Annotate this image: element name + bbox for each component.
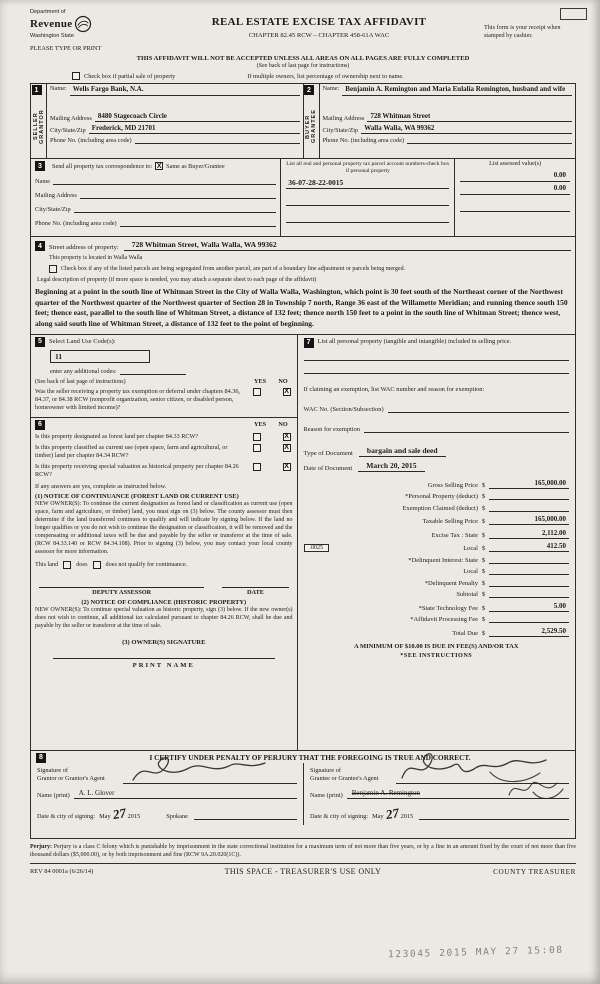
buyer-csz-label: City/State/Zip [322, 127, 359, 134]
yes-column-header: YES [254, 377, 267, 385]
grantee-name-print-label: Name (print) [310, 791, 343, 799]
perjury-paragraph [30, 843, 576, 860]
notice-compliance-body: NEW OWNER(S): To continue special valuation as historic property, sign (3) below. If the new owner(s) does not wish to continue, all additional tax calculated pursuant to chapter 84.26 RCW, shall be due and payable by the seller or transferor at the time of sale. [35, 606, 293, 629]
excise-tax-state-field[interactable]: 2,112.00 [489, 529, 569, 539]
please-type-label: PLEASE TYPE OR PRINT [30, 45, 102, 52]
deputy-date-line[interactable] [222, 580, 288, 588]
cashier-stamp-box [560, 8, 587, 20]
this-land-label: This land [35, 561, 59, 569]
grantor-name-field[interactable]: A. L. Glover [74, 789, 297, 799]
correspondence-section [30, 159, 576, 237]
if-yes-note: If any answers are yes, complete as instructed below. [35, 483, 167, 491]
seller-mailing-label: Mailing Address [50, 115, 92, 122]
corr-mailing-field[interactable] [80, 191, 276, 199]
grantor-handwritten-day: 27 [111, 804, 127, 822]
date-label: DATE [246, 588, 264, 596]
seller-name-field[interactable]: Wells Fargo Bank, N.A. [70, 85, 300, 96]
fin-row: Taxable Selling Price $ 165,000.00 [304, 515, 569, 525]
header-center [180, 9, 458, 39]
grantee-name-field[interactable]: Benjamin A. Remington [347, 789, 569, 799]
historic-no-checkbox[interactable]: X [284, 463, 289, 471]
section-3-number: 3 [35, 161, 45, 171]
section-1-number: 1 [32, 85, 42, 95]
grantee-name-correction-scribble [505, 777, 567, 803]
no-column-header: NO [278, 377, 288, 385]
street-address-field[interactable]: 728 Whitman Street, Walla Walla, WA 99362 [124, 240, 285, 251]
assessed-blank-line[interactable] [460, 201, 570, 212]
fin-row: *Personal Property (deduct) $ [304, 492, 569, 500]
dept-of-label: Department of [30, 9, 66, 15]
fin-row: Subtotal $ [304, 590, 569, 598]
reason-label: Reason for exemption [303, 425, 360, 433]
same-as-buyer-label: Same as Buyer/Grantee [166, 162, 225, 170]
buyer-mailing-field[interactable]: 728 Whitman Street [367, 112, 572, 122]
fin-row: *Delinquent Interest: State $ [304, 556, 569, 564]
section-6-number: 6 [35, 420, 45, 430]
personal-property-deduct-field[interactable] [489, 492, 569, 500]
land-use-section [31, 335, 297, 418]
affidavit-processing-fee-field[interactable] [489, 615, 569, 623]
forest-no-checkbox[interactable]: X [284, 433, 289, 441]
grantor-signature [127, 754, 277, 786]
grantor-agent-label: Grantor or Grantor's Agent [37, 775, 105, 783]
historic-question: Is this property receiving special valuation as historical property per chapter 84.26 RCW? [35, 462, 239, 478]
section-5-number: 5 [35, 337, 45, 347]
middle-two-columns [30, 335, 576, 751]
print-name-label: PRINT NAME [132, 661, 195, 669]
fin-row: *State Technology Fee $ 5.00 [304, 602, 569, 612]
buyer-box [304, 83, 577, 159]
designation-section [31, 418, 297, 750]
current-use-question: Is this property classified as current use (open space, farm and agricultural, or timber) land per chapter 84.34 RCW? [35, 443, 228, 459]
property-section [30, 237, 576, 335]
delinquent-penalty-field[interactable] [489, 579, 569, 587]
parcel-blank-line[interactable] [286, 212, 449, 223]
date-of-document-field[interactable]: March 20, 2015 [358, 461, 424, 472]
seller-csz-field[interactable]: Frederick, MD 21701 [89, 124, 300, 134]
historic-yes-checkbox[interactable] [253, 463, 261, 471]
street-address-label: Street address of property: [49, 244, 119, 251]
perjury-body: Perjury is a class C felony which is punishable by imprisonment in the state correctional institution for a maximum term of not more than five years, or by a fine in an amount fixed by the court of not more than five thousand dollars ($5,000.00), or by both imprisonment and fine (RCW 9A.20.020(1C)). [30, 843, 577, 858]
section-7-number: 7 [304, 338, 314, 348]
assessed-header: List assessed value(s) [489, 161, 542, 167]
state-technology-fee-field[interactable]: 5.00 [489, 602, 569, 612]
corr-phone-field[interactable] [120, 219, 277, 227]
grantee-date-year: 2015 [400, 812, 414, 820]
buyer-mailing-label: Mailing Address [322, 115, 365, 122]
personal-property-blank-line[interactable] [304, 361, 569, 374]
grantor-date-city-label: Date & city of signing: [37, 812, 96, 820]
deputy-assessor-signature-line[interactable] [39, 580, 204, 588]
fin-row: .0025 Local $ 412.50 [304, 542, 569, 552]
seller-phone-label: Phone No. (including area code) [50, 137, 132, 144]
header-left [30, 9, 180, 52]
right-column [298, 335, 575, 750]
footer-row [30, 863, 576, 876]
wac-number-field[interactable] [388, 405, 569, 413]
type-of-document-label: Type of Document [303, 449, 353, 457]
county-treasurer-label: COUNTY TREASURER [493, 867, 576, 876]
does-not-checkbox[interactable] [93, 561, 101, 569]
delinquent-interest-state-field[interactable] [489, 556, 569, 564]
grantor-city-value: Spokane [166, 812, 188, 820]
grantor-signature-block [31, 763, 303, 825]
fin-row: *Delinquent Penalty $ [304, 579, 569, 587]
see-back-note: (See back of last page for instructions) [256, 63, 350, 69]
located-line: This property is located in Walla Walla [49, 255, 143, 261]
land-use-code-field[interactable]: 11 [50, 350, 150, 363]
buyer-phone-field[interactable] [407, 136, 572, 144]
certification-section [30, 751, 576, 839]
partial-sale-checkbox[interactable] [72, 72, 80, 80]
send-correspondence-label: Send all property tax correspondence to: [52, 162, 153, 170]
buyer-side [304, 84, 320, 158]
fin-row: Total Due $ 2,529.50 [304, 627, 569, 637]
excise-tax-local-field[interactable]: 412.50 [489, 542, 569, 552]
local-rate-box: .0025 [304, 544, 330, 552]
treasurer-space-label: THIS SPACE - TREASURER'S USE ONLY [224, 867, 382, 877]
form-header [30, 9, 576, 52]
partial-sale-label: Check box if partial sale of property [84, 72, 176, 80]
seller-phone-field[interactable] [135, 136, 300, 144]
deferral-question: Was the seller receiving a property tax exemption or deferral under chapters 84.36, 84.37, or 84.38 RCW (nonprofit organization, senior citizen, or disabled person, homeowner with limited income)? [35, 387, 240, 411]
grantor-name-print-label: Name (print) [37, 791, 70, 799]
assessed-value-2[interactable]: 0.00 [460, 184, 570, 195]
buyer-grantee-vertical-label: BUYER GRANTEE [305, 109, 317, 144]
warning-line: THIS AFFIDAVIT WILL NOT BE ACCEPTED UNLESS ALL AREAS ON ALL PAGES ARE FULLY COMPLETED [136, 55, 470, 62]
see-instructions-note: *SEE INSTRUCTIONS [400, 651, 473, 659]
current-use-no-checkbox[interactable]: X [284, 444, 289, 452]
owners-signature-line[interactable] [53, 648, 275, 659]
certify-statement: I CERTIFY UNDER PENALTY OF PERJURY THAT THE FOREGOING IS TRUE AND CORRECT. [149, 753, 471, 763]
owners-signature-title: (3) OWNER(S) SIGNATURE [122, 638, 206, 646]
section-2-number: 2 [304, 85, 314, 95]
fin-row: Exemption Claimed (deduct) $ [304, 504, 569, 512]
see-back-instructions: (See back of last page of instructions) [35, 378, 126, 385]
deferral-no-checkbox[interactable]: X [284, 388, 289, 396]
seller-side [31, 84, 47, 158]
personal-property-label: List all personal property (tangible and intangible) included in selling price. [317, 337, 512, 345]
minimum-due-note: A MINIMUM OF $10.00 IS DUE IN FEE(S) AND/OR TAX [353, 642, 519, 650]
forest-land-question: Is this property designated as forest land per chapter 84.33 RCW? [35, 432, 199, 440]
deputy-assessor-lines [35, 580, 293, 588]
reason-field[interactable] [364, 425, 569, 433]
corr-phone-label: Phone No. (including area code) [35, 220, 117, 227]
does-checkbox[interactable] [63, 561, 71, 569]
assessed-value-1[interactable]: 0.00 [460, 171, 570, 182]
personal-property-blank-line[interactable] [304, 348, 569, 361]
seller-box [30, 83, 304, 159]
grantor-date-month: May [99, 812, 111, 820]
notice-continuance-body: NEW OWNER(S): To continue the current designation as forest land or classification as current use (open space, farm and agriculture, or timber) land, you must sign on (3) below. The county assessor must then determine if the land transferred continues to qualify and will indicate by signing below. If the land no longer qualifies or you do not wish to continue the designation or classification, it will be removed and the compensating or additional taxes will be due and payable by the seller or transferor at the time of sale. (RCW 84.33.140 or RCW 84.34.108). Prior to signing (3) below, you may contact your local county assessor for more information. [35, 501, 293, 555]
grantee-date-month: May [372, 812, 384, 820]
additional-codes-field[interactable] [120, 367, 186, 375]
grantor-signature-line[interactable] [123, 770, 297, 784]
does-label: does [76, 561, 88, 569]
parcel-blank-line[interactable] [286, 195, 449, 206]
grantee-handwritten-day: 27 [384, 804, 400, 822]
form-revision-number: REV 84 0001a (6/26/14) [30, 868, 94, 876]
section-8-number: 8 [36, 753, 46, 763]
buyer-csz-field[interactable]: Walla Walla, WA 99362 [361, 124, 572, 134]
deputy-assessor-label: DEPUTY ASSESSOR [92, 588, 152, 596]
revenue-wordmark: Revenue [30, 18, 73, 30]
delinquent-interest-local-field[interactable] [489, 567, 569, 575]
forest-yes-checkbox[interactable] [253, 433, 261, 441]
segregated-checkbox[interactable] [49, 265, 57, 273]
segregated-label: Check box if any of the listed parcels are being segregated from another parcel, are part of a boundary line adjustment or parcels being merged. [61, 266, 406, 272]
corr-csz-label: City/State/Zip [35, 206, 71, 213]
perjury-title: Perjury: [30, 843, 52, 850]
yes-column-header: YES [254, 421, 267, 429]
type-of-document-field[interactable]: bargain and sale deed [359, 446, 446, 457]
subtotal-field[interactable] [489, 590, 569, 598]
dor-logo [30, 9, 180, 39]
deferral-yes-checkbox[interactable] [253, 388, 261, 396]
total-due-field[interactable]: 2,529.50 [489, 627, 569, 637]
corr-name-field[interactable] [53, 177, 276, 185]
multiple-owners-note: If multiple owners, list percentage of ownership next to name. [247, 72, 404, 80]
land-use-label: Select Land Use Code(s): [49, 338, 116, 346]
no-column-header: NO [278, 421, 288, 429]
current-use-yes-checkbox[interactable] [253, 444, 261, 452]
corr-name-label: Name [35, 178, 51, 185]
fin-row: Gross Selling Price $ 165,000.00 [304, 479, 569, 489]
dor-seal-icon [74, 15, 92, 33]
seller-name-label: Name: [50, 85, 67, 92]
exemption-claimed-field[interactable] [489, 504, 569, 512]
legal-description-label: Legal description of property (if more space is needed, you may attach a separate sheet to each page of the affidavit) [37, 277, 317, 283]
buyer-phone-label: Phone No. (including area code) [322, 137, 405, 144]
gross-selling-price-field[interactable]: 165,000.00 [489, 479, 569, 489]
state-label: Washington State [30, 33, 74, 39]
same-as-buyer-checkbox[interactable]: X [156, 162, 162, 170]
cashier-receipt-stamp: 123045 2015 MAY 27 15:08 [388, 944, 565, 961]
parcel-header: List all real and personal property tax parcel account numbers-check box if personal property [286, 161, 450, 174]
seller-grantor-vertical-label: SELLER GRANTOR [32, 109, 45, 144]
fin-row: Local $ [304, 567, 569, 575]
grantee-signature-block [303, 763, 575, 825]
receipt-note: This form is your receipt when stamped by cashier. [484, 24, 561, 40]
grantee-agent-label: Grantee or Grantee's Agent [310, 775, 379, 783]
corr-csz-field[interactable] [74, 205, 277, 213]
date-of-document-label: Date of Document [303, 464, 353, 472]
chapter-line: CHAPTER 82.45 RCW – CHAPTER 458-61A WAC [248, 32, 390, 39]
grantee-signature-of-label: Signature of [310, 766, 341, 774]
parties-section [30, 83, 576, 159]
additional-codes-label: enter any additional codes: [50, 367, 117, 375]
top-checkbox-row [30, 72, 576, 80]
seller-csz-label: City/State/Zip [50, 127, 86, 134]
exemption-label: If claiming an exemption, list WAC number and reason for exemption: [303, 385, 485, 393]
grantee-date-city-label: Date & city of signing: [310, 812, 369, 820]
notice-compliance-title: (2) NOTICE OF COMPLIANCE (HISTORIC PROPERTY) [81, 598, 247, 606]
section-4-number: 4 [35, 241, 45, 251]
taxable-selling-price-field[interactable]: 165,000.00 [489, 515, 569, 525]
buyer-name-label: Name: [322, 85, 340, 92]
fin-row: *Affidavit Processing Fee $ [304, 615, 569, 623]
legal-description-text: Beginning at a point in the south line of Whitman Street in the City of Walla Walla, Washington, which point is 30 feet south of the Northeast corner of the Northwest quarter of the Northwest quarter of the Northwest quarter of Section 28 in Township 7 north, Range 36 east of the Willamette Meridian; and running thence south 150 feet; thence east, parallel to the south line of Whitman Street, a distance of 132 feet; thence north 150 feet to a point in the south line of Whitman Street; thence west, along said south line of Whitman Street, a distance of 132 feet to the point of beginning. [35, 287, 568, 328]
seller-mailing-field[interactable]: 8480 Stagecoach Circle [95, 112, 300, 122]
notice-continuance-title: (1) NOTICE OF CONTINUANCE (FOREST LAND OR CURRENT USE) [35, 493, 239, 501]
grantor-signature-of-label: Signature of [37, 766, 68, 774]
grantor-date-year: 2015 [127, 812, 141, 820]
parcel-number-field[interactable]: 36-07-28-22-0015 [286, 178, 449, 189]
does-not-label: does not qualify for continuance. [105, 561, 188, 569]
buyer-name-field[interactable]: Benjamin A. Remington and Maria Eulalia Remington, husband and wife [342, 85, 572, 96]
corr-mailing-label: Mailing Address [35, 192, 77, 199]
form-title: REAL ESTATE EXCISE TAX AFFIDAVIT [211, 16, 427, 28]
fin-row: Excise Tax : State $ 2,112.00 [304, 529, 569, 539]
wac-label: WAC No. (Section/Subsection) [303, 405, 384, 413]
